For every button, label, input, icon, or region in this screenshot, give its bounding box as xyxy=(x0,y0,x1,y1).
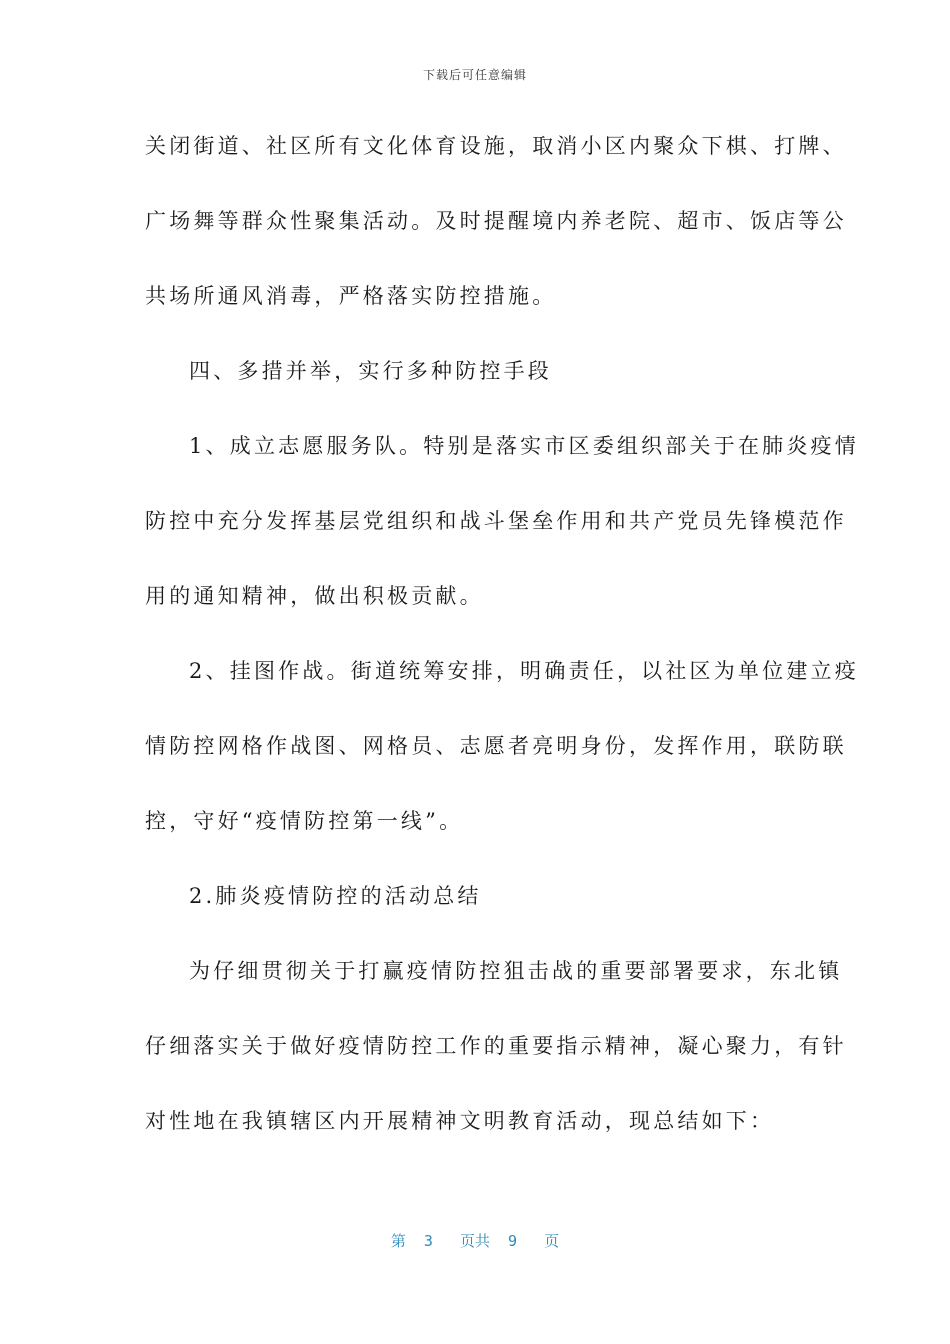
paragraph-line: 防控中充分发挥基层党组织和战斗堡垒作用和共产党员先锋模范作 xyxy=(145,509,847,533)
page-header: 下载后可任意编辑 xyxy=(422,68,527,82)
paragraph-line: 共场所通风消毒，严格落实防控措施。 xyxy=(145,284,557,308)
paragraph xyxy=(145,128,847,353)
paragraph-line: 用的通知精神，做出积极贡献。 xyxy=(145,584,484,608)
document-body xyxy=(145,128,859,1178)
paragraph-line: 对性地在我镇辖区内开展精神文明教育活动，现总结如下： xyxy=(145,1109,775,1133)
paragraph-line: 情防控网格作战图、网格员、志愿者亮明身份，发挥作用，联防联 xyxy=(145,734,847,758)
paragraph-line: 广场舞等群众性聚集活动。及时提醒境内养老院、超市、饭店等公 xyxy=(145,209,847,233)
paragraph xyxy=(145,878,807,953)
paragraph xyxy=(145,428,859,653)
paragraph-line: 1、成立志愿服务队。特别是落实市区委组织部关于在肺炎疫情 xyxy=(189,434,859,458)
paragraph xyxy=(145,653,859,878)
paragraph-line: 控，守好“疫情防控第一线”。 xyxy=(145,809,464,833)
paragraph-line: 为仔细贯彻关于打赢疫情防控狙击战的重要部署要求，东北镇 xyxy=(189,959,843,983)
paragraph-line: 仔细落实关于做好疫情防控工作的重要指示精神，凝心聚力，有针 xyxy=(145,1034,847,1058)
paragraph-line: 2、挂图作战。街道统筹安排，明确责任，以社区为单位建立疫 xyxy=(189,659,859,683)
paragraph xyxy=(145,953,847,1178)
page-footer: 第 3 页共 9 页 xyxy=(390,1232,560,1250)
paragraph-line: 2.肺炎疫情防控的活动总结 xyxy=(189,884,482,908)
paragraph-line: 关闭街道、社区所有文化体育设施，取消小区内聚众下棋、打牌、 xyxy=(145,134,847,158)
paragraph-line: 四、多措并举，实行多种防控手段 xyxy=(189,359,552,383)
paragraph xyxy=(145,353,807,428)
